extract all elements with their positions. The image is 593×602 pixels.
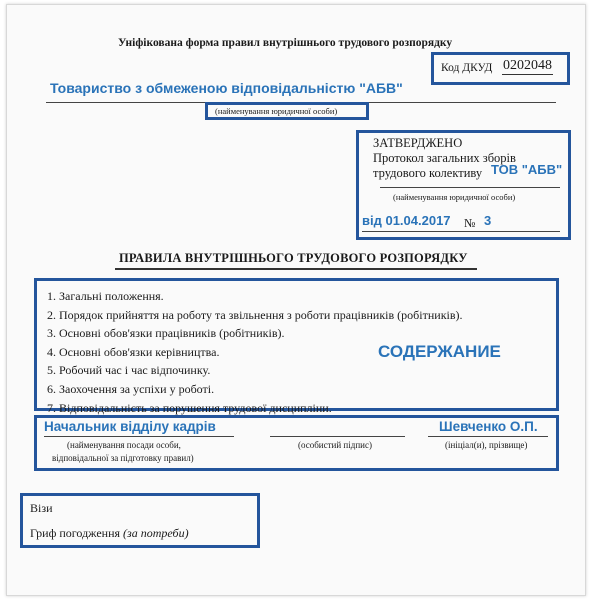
contents-item: 5. Робочий час і час відпочинку. [47,363,211,378]
approved-rule [380,187,560,188]
document-title-underline [115,268,477,270]
approved-number: 3 [484,213,492,228]
position-name: Начальник відділу кадрів [44,419,216,434]
approved-caption: (найменування юридичної особи) [393,192,516,202]
company-name: Товариство з обмеженою відповідальністю "АБВ" [50,80,403,96]
approved-line1: Протокол загальних зборів [373,151,516,165]
approval-stamp-note: (за потреби) [123,526,189,540]
contents-item: 6. Заохочення за успіхи у роботі. [47,381,215,396]
approved-number-sign: № [464,216,476,230]
form-title: Уніфікована форма правил внутрішнього трудового розпорядку [118,37,453,49]
contents-item: 1. Загальні положення. [47,289,164,303]
name-caption: (ініціал(и), прізвище) [445,440,528,450]
document-title: ПРАВИЛА ВНУТРІШНЬОГО ТРУДОВОГО РОЗПОРЯДКУ [119,251,468,265]
approved-date-rule [362,231,560,232]
dkud-label: Код ДКУД [441,62,493,74]
approved-heading: ЗАТВЕРДЖЕНО [373,136,463,150]
approval-stamp-label [30,526,189,541]
company-caption: (найменування юридичної особи) [215,106,338,116]
contents-label: СОДЕРЖАНИЕ [378,342,501,361]
contents-item: 7. Відповідальність за порушення трудової дисципліни. [47,400,332,415]
approved-date: від 01.04.2017 [362,213,451,228]
signature-rule [270,436,405,437]
approved-collective: ТОВ "АБВ" [491,162,563,177]
position-caption-2: відповідальної за підготовку правил) [52,453,194,463]
position-caption-1: (найменування посади особи, [67,440,181,450]
visas-label: Візи [30,501,53,515]
name-rule [428,436,548,437]
contents-item: 3. Основні обов'язки працівників (робітників). [47,326,285,341]
contents-item: 2. Порядок прийняття на роботу та звільнення з роботи працівників (робітників). [47,307,463,322]
contents-item: 4. Основні обов'язки керівництва. [47,344,220,359]
dkud-value: 0202048 [503,58,552,73]
signer-name: Шевченко О.П. [439,419,538,434]
approval-stamp-text: Гриф погодження [30,526,121,540]
approved-line2: трудового колективу [373,166,483,180]
position-rule [44,436,234,437]
signature-caption: (особистий підпис) [298,440,372,450]
